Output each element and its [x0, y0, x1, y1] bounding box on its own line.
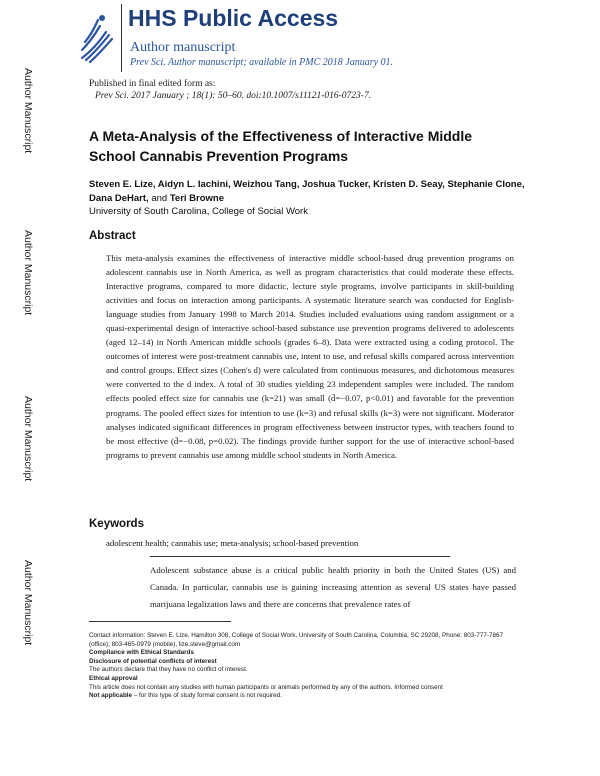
- side-label: Author Manuscript: [22, 68, 34, 154]
- paper-title: A Meta-Analysis of the Effectiveness of Interactive Middle School Cannabis Prevention Programs: [89, 128, 473, 164]
- hhs-logo: [76, 8, 116, 66]
- ethical-statement: This article does not contain any studies with human participants or animals performed by any of the authors. Informed consent: [89, 683, 443, 691]
- author-last: Teri Browne: [169, 192, 225, 204]
- manuscript-label: Author manuscript: [130, 40, 236, 55]
- ethical-heading: Ethical approval: [89, 674, 138, 682]
- hhs-title: HHS Public Access: [128, 5, 339, 31]
- side-label: Author Manuscript: [22, 230, 34, 316]
- publication-line: Published in final edited form as:: [89, 79, 216, 89]
- conflict-statement: The authors declare that they have no conflict of interest.: [89, 666, 248, 674]
- side-label: Author Manuscript: [22, 396, 34, 482]
- manuscript-citation: Prev Sci. Author manuscript; available in PMC 2018 January 01.: [130, 57, 394, 68]
- publication-info: [89, 78, 371, 102]
- compliance-heading: Compliance with Ethical Standards: [89, 649, 194, 657]
- publication-citation: Prev Sci. 2017 January ; 18(1): 50–60. doi:10.1007/s11121-016-0723-7.: [95, 91, 372, 101]
- footnote-divider: [89, 621, 231, 622]
- abstract-heading: Abstract: [89, 230, 136, 242]
- disclosure-heading: Disclosure of potential conflicts of interest: [89, 657, 217, 665]
- affiliation: University of South Carolina, College of Social Work: [89, 206, 308, 217]
- intro-paragraph: Adolescent substance abuse is a critical public health priority in both the United States (US) and Canada. In particular, cannabis use is gaining increasing attention as several US states have passed marijuana legalization laws and there are concerns that prevalence rates of: [150, 565, 516, 610]
- consent-statement: Not applicable – for this type of study formal consent is not required.: [89, 692, 282, 700]
- keywords-heading: Keywords: [89, 518, 144, 530]
- authors-and: and: [151, 192, 168, 204]
- header-divider: [121, 4, 122, 72]
- author-list: Steven E. Lize, Aidyn L. Iachini, Weizhou Tang, Joshua Tucker, Kristen D. Seay, Stephanie Clone, Dana DeHart,: [89, 179, 525, 204]
- contact-info: Contact information: Steven E. Lize, Hamilton 308, College of Social Work, University of South Carolina, Columbia, SC 29208, Phone: 803-777-7867 (office); 803-465-0979 (mobile), lize.steve@gmail.com: [89, 632, 503, 648]
- abstract-text: This meta-analysis examines the effectiveness of interactive middle school-based drug prevention programs on adolescent cannabis use in North America, as well as program characteristics that could moderate these effects. Interactive programs, compared to more didactic, lecture style programs, involve participants in skill-building activities and focus on interaction among participants. A systematic literature search was conducted for English-language studies from January 1998 to March 2014. Studies included evaluations using random assignment or a quasi-experimental design of interactive school-based substance use prevention programs delivered to adolescents (aged 12–14) in North American middle schools (grades 6–8). Data were extracted using a coding protocol. The outcomes of interest were post-treatment cannabis use, intent to use, and refusal skills compared across intervention and control groups. Effect sizes (Cohen's d) were calculated from continuous measures, and dichotomous measures were converted to the d index. A total of 30 studies yielding 23 independent samples were included. The random effects pooled effect size for cannabis use (k=21) was small (d̄=−0.07, p<0.01) and favorable for the prevention programs. The pooled effect sizes for intention to use (k=3) and refusal skills (k=3) were not significant. Moderator analyses indicated significant differences in program effectiveness between instructor types, with teachers found to be most effective (d̄=−0.08, p=0.02). The findings provide further support for the use of interactive school-based programs to prevent cannabis use among middle school students in North America.: [106, 253, 514, 460]
- footnotes: [89, 632, 509, 701]
- side-label: Author Manuscript: [22, 560, 34, 646]
- authors: [89, 178, 529, 205]
- section-divider: [150, 556, 450, 557]
- keywords-text: adolescent health; cannabis use; meta-analysis; school-based prevention: [106, 538, 359, 548]
